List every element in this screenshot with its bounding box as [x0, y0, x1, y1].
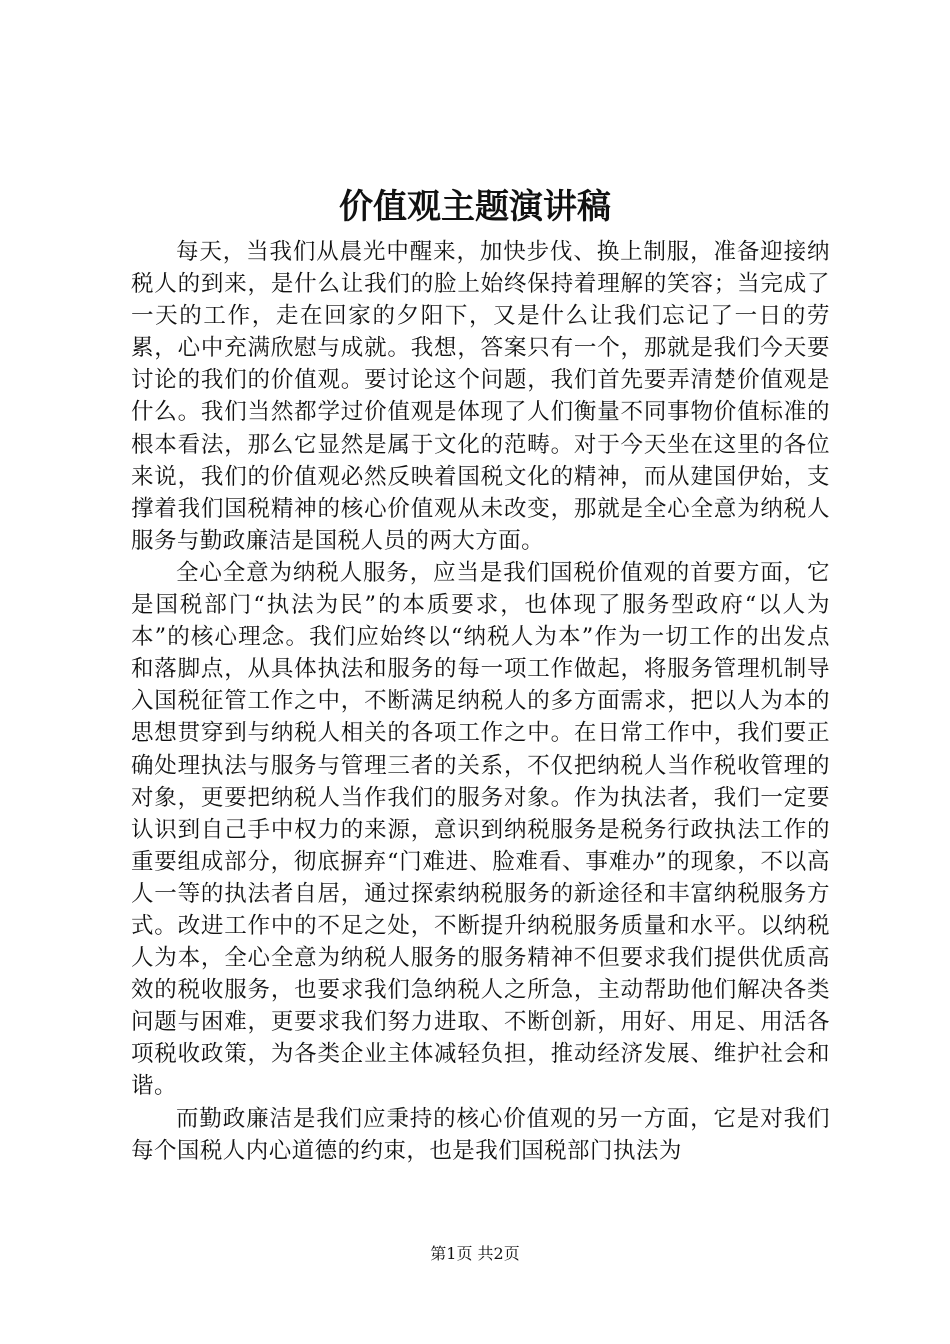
- paragraph-2: 全心全意为纳税人服务，应当是我们国税价值观的首要方面，它是国税部门“执法为民”的本质要求，也体现了服务型政府“以人为本”的核心理念。我们应始终以“纳税人为本”作为一切工作的出发点和落脚点，从具体执法和服务的每一项工作做起，将服务管理机制导入国税征管工作之中，不断满足纳税人的多方面需求，把以人为本的思想贯穿到与纳税人相关的各项工作之中。在日常工作中，我们要正确处理执法与服务与管理三者的关系，不仅把纳税人当作税收管理的对象，更要把纳税人当作我们的服务对象。作为执法者，我们一定要认识到自己手中权力的来源，意识到纳税服务是税务行政执法工作的重要组成部分，彻底摒弃“门难进、脸难看、事难办”的现象，不以高人一等的执法者自居，通过探索纳税服务的新途径和丰富纳税服务方式。改进工作中的不足之处，不断提升纳税服务质量和水平。以纳税人为本，全心全意为纳税人服务的服务精神不但要求我们提供优质高效的税收服务，也要求我们急纳税人之所急，主动帮助他们解决各类问题与困难，更要求我们努力进取、不断创新，用好、用足、用活各项税收政策，为各类企业主体减轻负担，推动经济发展、维护社会和谐。: [131, 559, 830, 1100]
- paragraph-1: 每天，当我们从晨光中醒来，加快步伐、换上制服，准备迎接纳税人的到来，是什么让我们的脸上始终保持着理解的笑容；当完成了一天的工作，走在回家的夕阳下，又是什么让我们忘记了一日的劳累，心中充满欣慰与成就。我想，答案只有一个，那就是我们今天要讨论的我们的价值观。要讨论这个问题，我们首先要弄清楚价值观是什么。我们当然都学过价值观是体现了人们衡量不同事物价值标准的根本看法，那么它显然是属于文化的范畴。对于今天坐在这里的各位来说，我们的价值观必然反映着国税文化的精神，而从建国伊始，支撑着我们国税精神的核心价值观从未改变，那就是全心全意为纳税人服务与勤政廉洁是国税人员的两大方面。: [131, 239, 830, 554]
- document-body: [131, 236, 830, 1167]
- document-title: 价值观主题演讲稿: [339, 187, 611, 227]
- paragraph-3: 而勤政廉洁是我们应秉持的核心价值观的另一方面，它是对我们每个国税人内心道德的约束，也是我们国税部门执法为: [131, 1105, 830, 1164]
- page-number-footer: 第1页 共2页: [430, 1244, 520, 1263]
